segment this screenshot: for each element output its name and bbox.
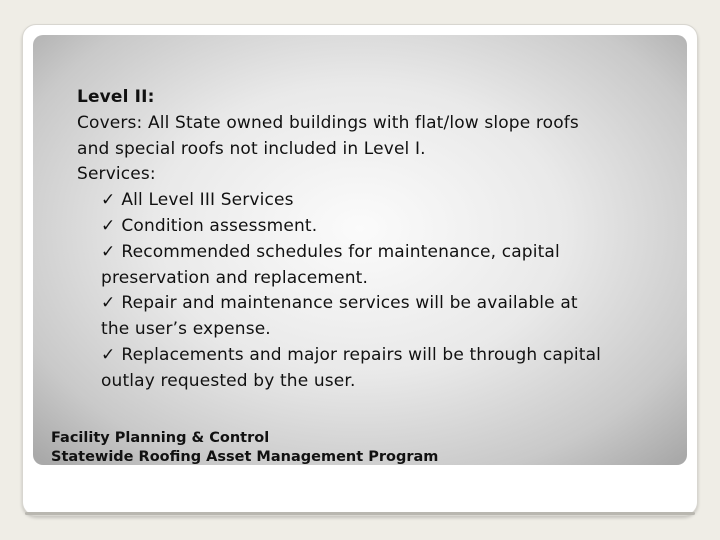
checkmark-icon: ✓ — [101, 215, 116, 236]
checkmark-icon: ✓ — [101, 344, 116, 365]
bullet-item — [77, 291, 677, 317]
bullet-text: Recommended schedules for maintenance, capital — [121, 241, 560, 262]
footer-line-2: Statewide Roofing Asset Management Program — [51, 449, 439, 465]
slide-frame — [22, 24, 698, 516]
bullet-text: Condition assessment. — [121, 215, 318, 236]
bottom-divider — [25, 512, 695, 515]
slide-footer — [51, 429, 438, 467]
bullet-text: All Level III Services — [121, 190, 294, 211]
checkmark-icon: ✓ — [101, 293, 116, 314]
slide-heading: Level II: — [77, 87, 155, 107]
bullet-text-continued: the user’s expense. — [101, 319, 271, 340]
bullet-text: Replacements and major repairs will be through capital — [121, 344, 602, 365]
services-label: Services: — [77, 164, 156, 185]
covers-text-continued: and special roofs not included in Level I. — [77, 138, 426, 159]
covers-text: Covers: All State owned buildings with flat/low slope roofs — [77, 112, 579, 133]
bullet-text-continued: outlay requested by the user. — [101, 370, 356, 391]
bullet-item — [77, 343, 677, 369]
slide-panel — [33, 35, 687, 465]
bullet-text: Repair and maintenance services will be available at — [121, 293, 578, 314]
bullet-text-continued: preservation and replacement. — [101, 267, 369, 288]
slide-content — [77, 85, 677, 395]
bullet-item — [77, 214, 677, 240]
checkmark-icon: ✓ — [101, 241, 116, 262]
bullet-item — [77, 188, 677, 214]
footer-line-1: Facility Planning & Control — [51, 430, 270, 446]
bullet-item — [77, 240, 677, 266]
checkmark-icon: ✓ — [101, 190, 116, 211]
